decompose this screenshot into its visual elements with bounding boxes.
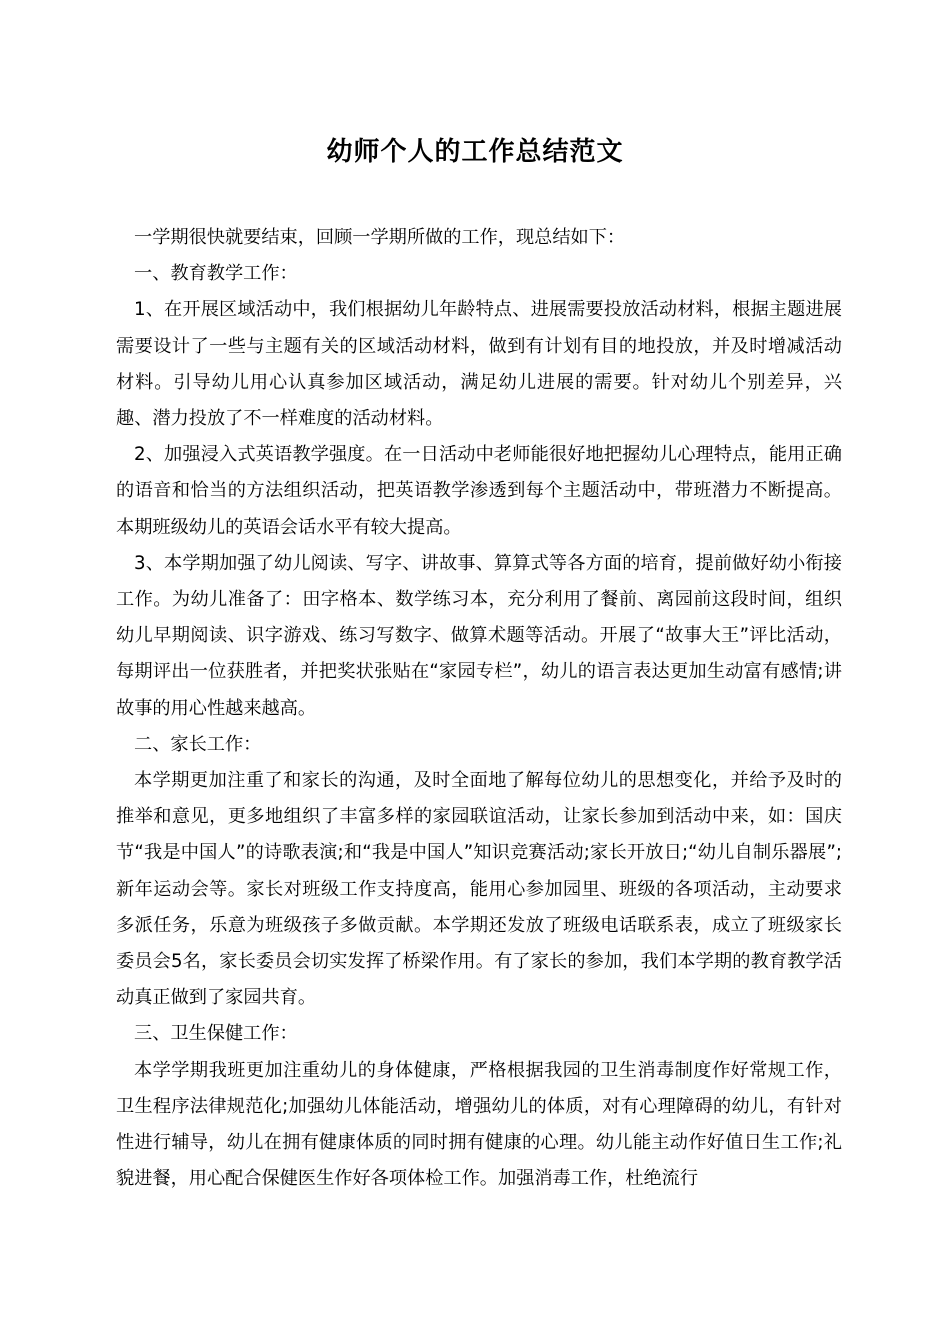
parents-paragraph: 本学期更加注重了和家长的沟通，及时全面地了解每位幼儿的思想变化，并给予及时的推举和意见，更多地组织了丰富多样的家园联谊活动，让家长参加到活动中来，如：国庆节“我是中国人”的诗歌表演;和“我是中国人”知识竞赛活动;家长开放日;“幼儿自制乐器展”;新年运动会等。家长对班级工作支持度高，能用心参加园里、班级的各项活动，主动要求多派任务，乐意为班级孩子多做贡献。本学期还发放了班级电话联系表，成立了班级家长委员会5名，家长委员会切实发挥了桥梁作用。有了家长的参加，我们本学期的教育教学活动真正做到了家园共育。 (116, 770, 842, 1009)
intro-paragraph: 一学期很快就要结束，回顾一学期所做的工作，现总结如下： (134, 227, 626, 248)
teaching-paragraph-1: 1、在开展区域活动中，我们根据幼儿年龄特点、进展需要投放活动材料，根据主题进展需要设计了一些与主题有关的区域活动材料，做到有计划有目的地投放，并及时增减活动材料。引导幼儿用心认真参加区域活动，满足幼儿进展的需要。针对幼儿个别差异，兴趣、潜力投放了不一样难度的活动材料。 (116, 299, 842, 430)
section-heading-health: 三、卫生保健工作： (134, 1023, 298, 1045)
section-heading-parents: 二、家长工作： (134, 733, 262, 755)
section-heading-teaching: 一、教育教学工作： (134, 263, 298, 285)
document-body (116, 220, 842, 1197)
health-paragraph: 本学学期我班更加注重幼儿的身体健康，严格根据我园的卫生消毒制度作好常规工作，卫生程序法律规范化;加强幼儿体能活动，增强幼儿的体质，对有心理障碍的幼儿，有针对性进行辅导，幼儿在拥有健康体质的同时拥有健康的心理。幼儿能主动作好值日生工作;礼貌进餐，用心配合保健医生作好各项体检工作。加强消毒工作，杜绝流行 (116, 1059, 842, 1190)
teaching-paragraph-2: 2、加强浸入式英语教学强度。在一日活动中老师能很好地把握幼儿心理特点，能用正确的语音和恰当的方法组织活动，把英语教学渗透到每个主题活动中，带班潜力不断提高。本期班级幼儿的英语会话水平有较大提高。 (116, 444, 842, 538)
document-title: 幼师个人的工作总结范文 (326, 137, 624, 167)
teaching-paragraph-3: 3、本学期加强了幼儿阅读、写字、讲故事、算算式等各方面的培育，提前做好幼小衔接工作。为幼儿准备了：田字格本、数学练习本，充分利用了餐前、离园前这段时间，组织幼儿早期阅读、识字游戏、练习写数字、做算术题等活动。开展了“故事大王”评比活动，每期评出一位获胜者，并把奖状张贴在“家园专栏”，幼儿的语言表达更加生动富有感情;讲故事的用心性越来越高。 (116, 552, 842, 719)
